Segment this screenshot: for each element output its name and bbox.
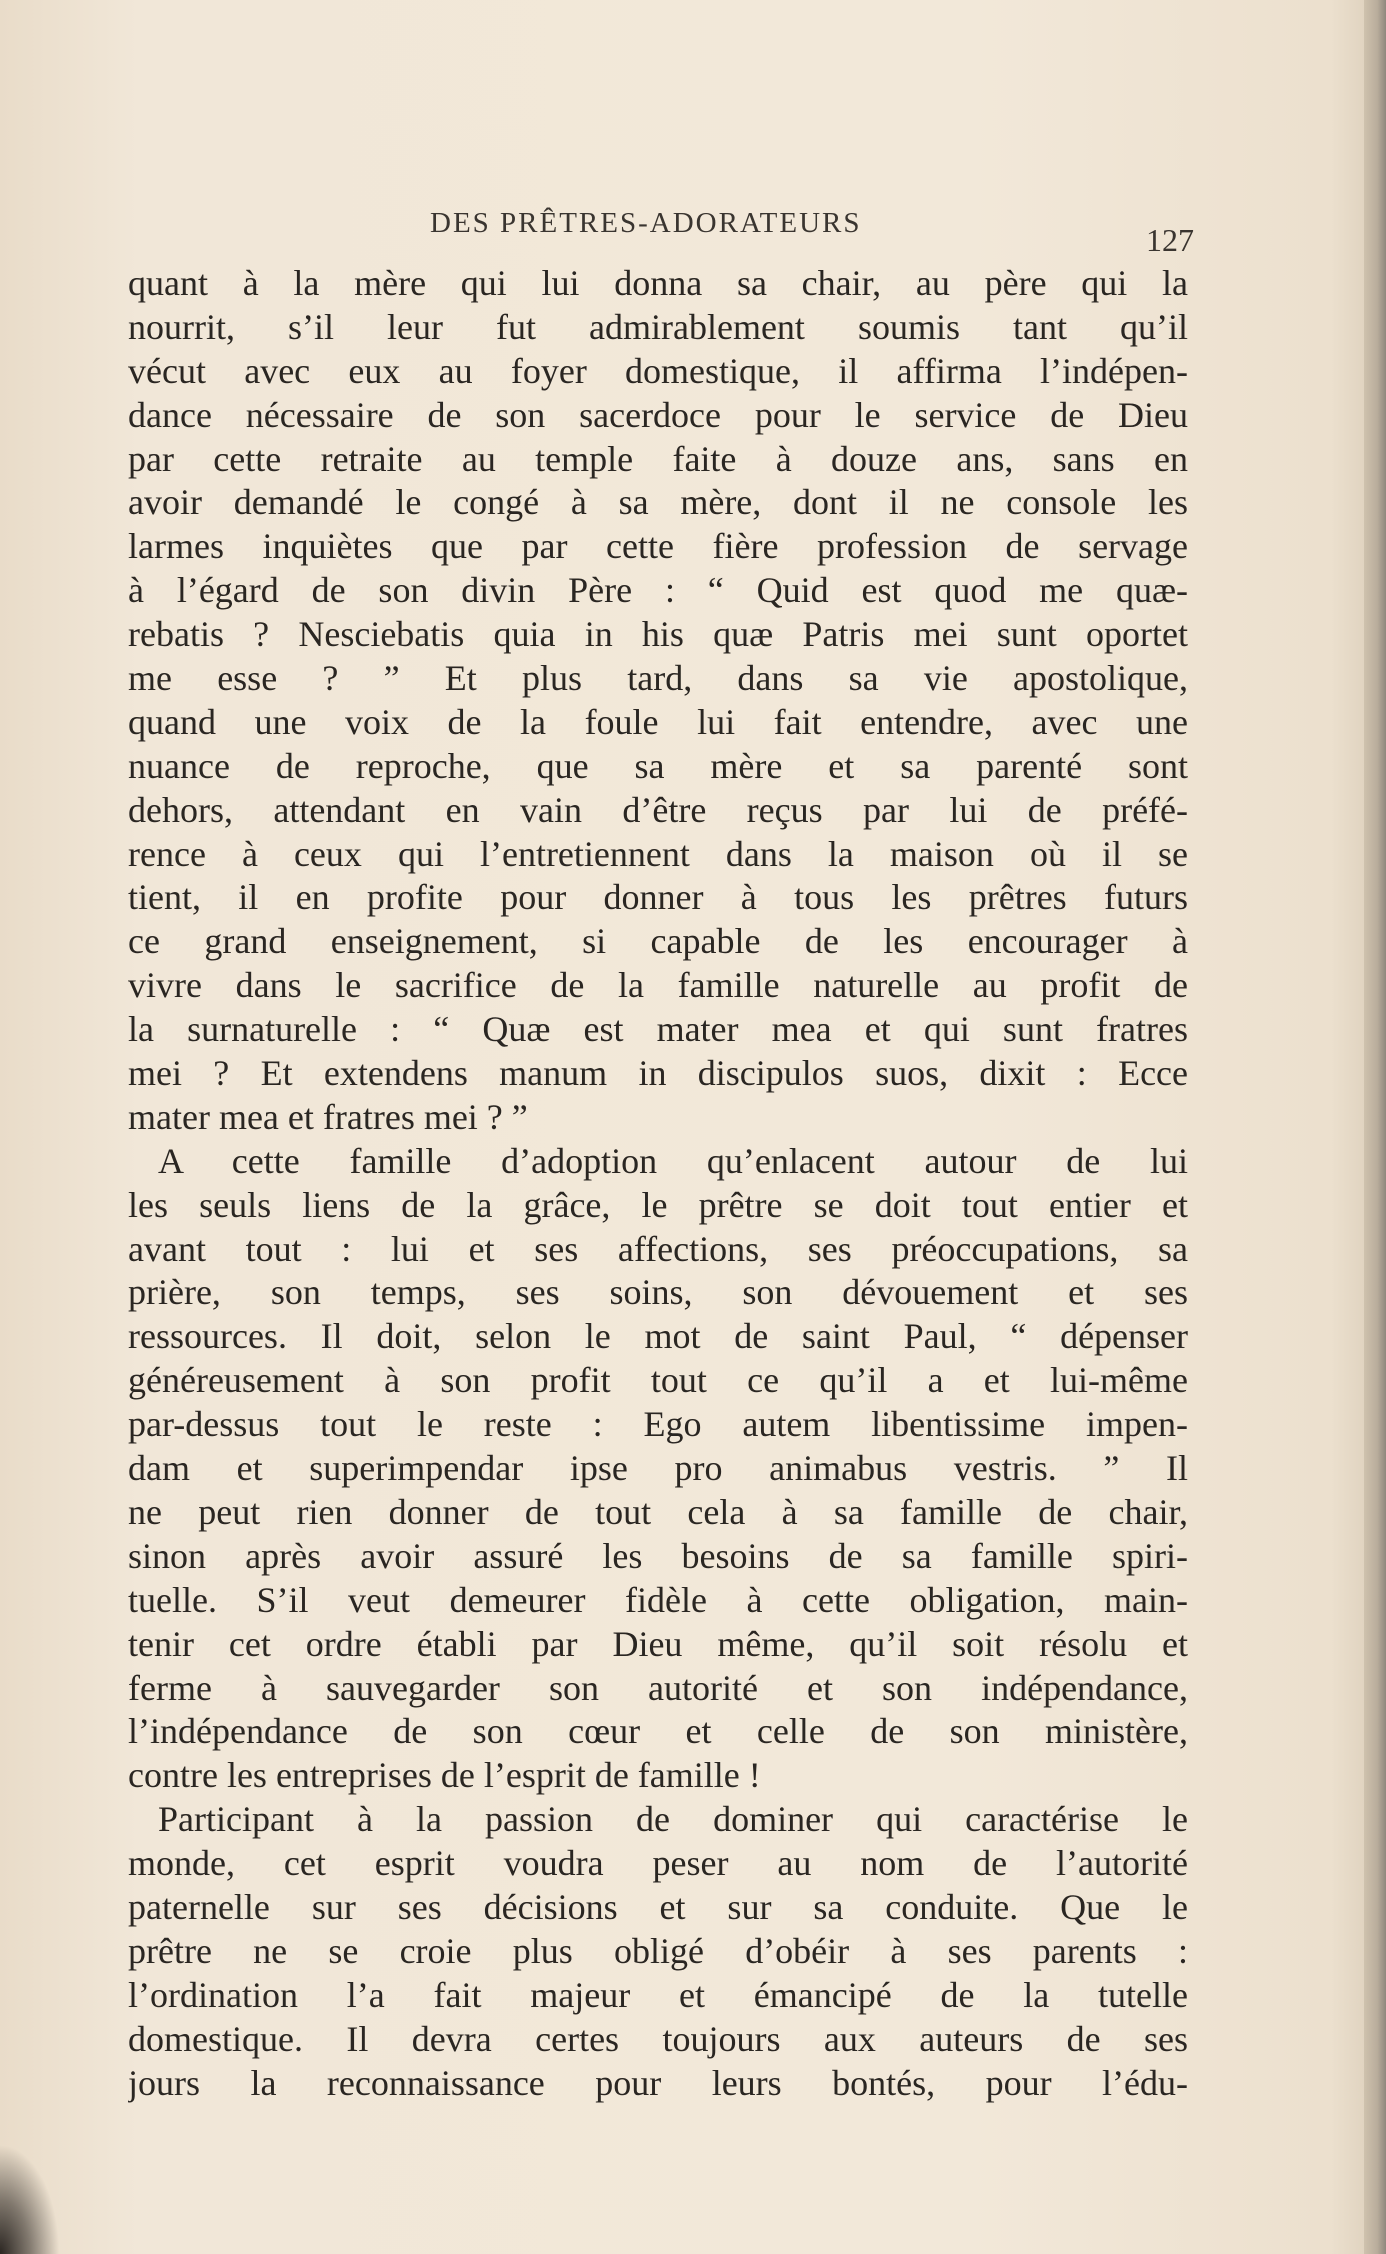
text-line: par-dessus tout le reste : Ego autem libentissime impen-	[128, 1404, 1188, 1445]
page-edge	[1364, 0, 1386, 2254]
text-line: ce grand enseignement, si capable de les encourager à	[128, 921, 1188, 962]
text-line: tenir cet ordre établi par Dieu même, qu’il soit résolu et	[128, 1623, 1188, 1664]
text-line: dam et superimpendar ipse pro animabus vestris. ” Il	[128, 1448, 1188, 1489]
text-line: nuance de reproche, que sa mère et sa parenté sont	[128, 745, 1188, 786]
text-line: dance nécessaire de son sacerdoce pour le service de Dieu	[128, 394, 1188, 435]
text-line: quant à la mère qui lui donna sa chair, au père qui la	[128, 263, 1188, 303]
text-line: mater mea et fratres mei ? ”	[128, 1096, 528, 1137]
text-line: ferme à sauvegarder son autorité et son indépendance,	[128, 1667, 1188, 1708]
text-line: me esse ? ” Et plus tard, dans sa vie apostolique,	[128, 658, 1188, 699]
text-line: tuelle. S’il veut demeurer fidèle à cette obligation, main-	[128, 1579, 1188, 1620]
text-line: monde, cet esprit voudra peser au nom de l’autorité	[128, 1843, 1188, 1884]
text-line: la surnaturelle : “ Quæ est mater mea et qui sunt fratres	[128, 1009, 1188, 1050]
text-line: sinon après avoir assuré les besoins de sa famille spiri-	[128, 1535, 1188, 1576]
text-line: avoir demandé le congé à sa mère, dont il ne console les	[128, 482, 1188, 523]
text-line: mei ? Et extendens manum in discipulos suos, dixit : Ecce	[128, 1053, 1188, 1094]
page-corner-shadow	[0, 2144, 60, 2254]
text-line: larmes inquiètes que par cette fière profession de servage	[128, 526, 1188, 567]
text-line: avant tout : lui et ses affections, ses préoccupations, sa	[128, 1228, 1188, 1269]
text-line: l’indépendance de son cœur et celle de son ministère,	[128, 1711, 1188, 1752]
text-line: vécut avec eux au foyer domestique, il affirma l’indépen-	[128, 350, 1188, 391]
text-line: Participant à la passion de dominer qui caractérise le	[158, 1799, 1188, 1840]
text-line: rebatis ? Nesciebatis quia in his quæ Patris mei sunt oportet	[128, 614, 1188, 655]
running-head: DES PRÊTRES-ADORATEURS	[430, 207, 862, 239]
body-text	[128, 262, 1188, 2105]
text-line: jours la reconnaissance pour leurs bontés, pour l’édu-	[128, 2062, 1188, 2103]
text-line: les seuls liens de la grâce, le prêtre se doit tout entier et	[128, 1184, 1188, 1225]
text-line: dehors, attendant en vain d’être reçus par lui de préfé-	[128, 789, 1188, 830]
text-line: l’ordination l’a fait majeur et émancipé de la tutelle	[128, 1974, 1188, 2015]
text-line: paternelle sur ses décisions et sur sa conduite. Que le	[128, 1886, 1188, 1927]
text-line: prêtre ne se croie plus obligé d’obéir à ses parents :	[128, 1930, 1188, 1971]
text-line: A cette famille d’adoption qu’enlacent autour de lui	[158, 1140, 1188, 1181]
text-line: contre les entreprises de l’esprit de famille !	[128, 1755, 761, 1796]
text-line: tient, il en profite pour donner à tous les prêtres futurs	[128, 877, 1188, 918]
text-line: à l’égard de son divin Père : “ Quid est quod me quæ-	[128, 570, 1188, 611]
text-line: quand une voix de la foule lui fait entendre, avec une	[128, 701, 1188, 742]
text-line: par cette retraite au temple faite à douze ans, sans en	[128, 438, 1188, 479]
text-line: domestique. Il devra certes toujours aux auteurs de ses	[128, 2018, 1188, 2059]
text-line: vivre dans le sacrifice de la famille naturelle au profit de	[128, 965, 1188, 1006]
text-line: ressources. Il doit, selon le mot de saint Paul, “ dépenser	[128, 1316, 1188, 1357]
text-line: ne peut rien donner de tout cela à sa famille de chair,	[128, 1491, 1188, 1532]
page-number: 127	[1146, 222, 1194, 258]
text-line: rence à ceux qui l’entretiennent dans la maison où il se	[128, 833, 1188, 874]
text-line: généreusement à son profit tout ce qu’il a et lui-même	[128, 1360, 1188, 1401]
text-line: nourrit, s’il leur fut admirablement soumis tant qu’il	[128, 306, 1188, 347]
text-line: prière, son temps, ses soins, son dévouement et ses	[128, 1272, 1188, 1313]
